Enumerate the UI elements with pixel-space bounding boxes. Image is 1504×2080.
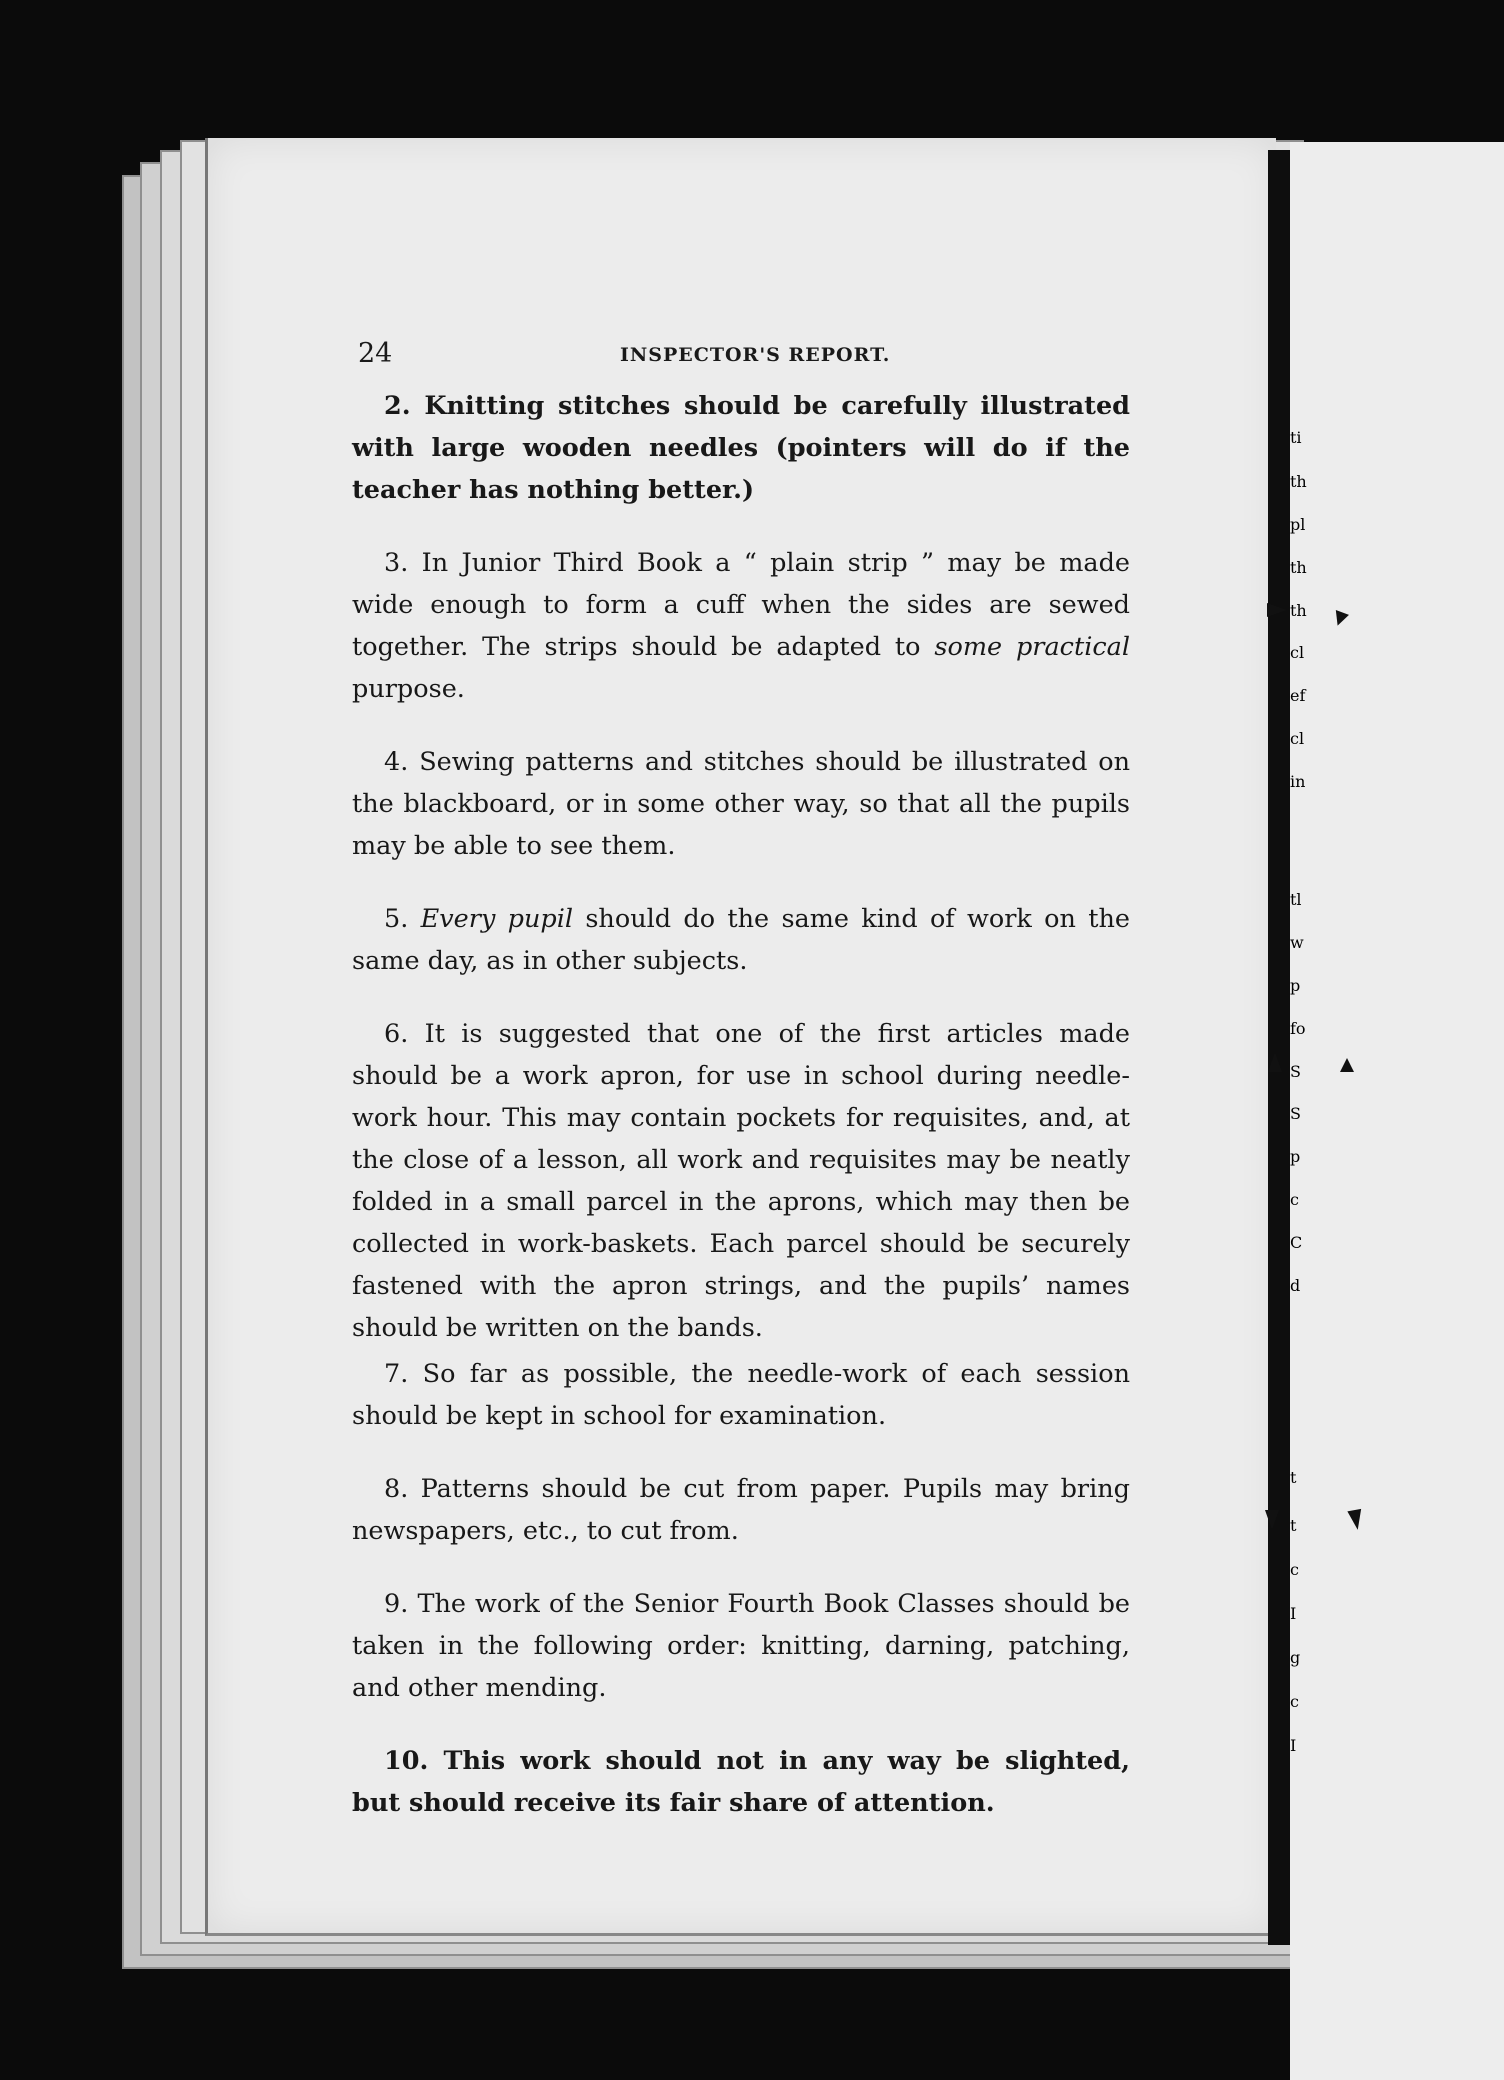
facing-fragment: I [1290, 1604, 1504, 2080]
emphasis: some practical [934, 632, 1130, 662]
facing-fragment: th [1290, 472, 1504, 2080]
book-gutter [1268, 150, 1290, 1945]
facing-fragment: S [1290, 1062, 1504, 2080]
paragraph-2 [352, 385, 1130, 511]
facing-fragment: c [1290, 1692, 1504, 2080]
facing-fragment: tl [1290, 890, 1504, 2080]
facing-fragment: t [1290, 1516, 1504, 2080]
paragraph-number: 9. [384, 1589, 409, 1619]
paragraph-6 [352, 1013, 1130, 1349]
facing-fragment: fo [1290, 1019, 1504, 2080]
facing-fragment: p [1290, 1147, 1504, 2080]
facing-fragment: t [1290, 1468, 1504, 2080]
paragraph-number: 8. [384, 1474, 409, 1504]
facing-fragment: pl [1290, 515, 1504, 2080]
facing-fragment: d [1290, 1276, 1504, 2080]
paragraph-number: 10. [384, 1746, 429, 1776]
facing-fragment: th [1290, 558, 1504, 2080]
paragraph-number: 3. [384, 548, 409, 578]
facing-fragment: w [1290, 933, 1504, 2080]
gutter-mark [1268, 1052, 1282, 1072]
paragraph-text: should do the same kind of work on the same day, as in other subjects. [352, 904, 1130, 976]
running-head [358, 338, 1128, 378]
paragraph-text: Knitting stitches should be carefully illustrated with large wooden needles (pointers will do if the teacher has nothing better.) [352, 391, 1130, 505]
facing-fragment: S [1290, 1104, 1504, 2080]
facing-fragment: I [1290, 1736, 1504, 2080]
paragraph-10 [352, 1740, 1130, 1824]
paragraph-number: 6. [384, 1019, 409, 1049]
paragraph-text: So far as possible, the needle-work of each session should be kept in school for examination. [352, 1359, 1130, 1431]
paragraph-number: 5. [384, 904, 409, 934]
facing-fragment: C [1290, 1233, 1504, 2080]
paragraph-text: In Junior Third Book a “ plain strip ” may be made wide enough to form a cuff when the sides are sewed together. The strips should be adapted to [352, 548, 1130, 662]
page-body [352, 385, 1130, 1824]
paragraph-text: Sewing patterns and stitches should be illustrated on the blackboard, or in some other way, so that all the pupils may be able to see them. [352, 747, 1131, 861]
facing-fragment: th [1290, 601, 1504, 2080]
paragraph-text: Patterns should be cut from paper. Pupils may bring newspapers, etc., to cut from. [352, 1474, 1130, 1546]
facing-fragment: cl [1290, 643, 1504, 2080]
facing-fragment: ef [1290, 686, 1504, 2080]
facing-fragment: c [1290, 1560, 1504, 2080]
running-title: INSPECTOR'S REPORT. [620, 344, 891, 366]
emphasis: Every pupil [420, 904, 574, 934]
paragraph-number: 4. [384, 747, 409, 777]
facing-fragment: g [1290, 1648, 1504, 2080]
facing-fragment: cl [1290, 729, 1504, 2080]
paragraph-text: The work of the Senior Fourth Book Classes should be taken in the following order: knitting, darning, patching, and other mending. [352, 1589, 1130, 1703]
paragraph-text: It is suggested that one of the first articles made should be a work apron, for use in school during needle-work hour. This may contain pockets for requisites, and, at the close of a lesson, all work and requisites may be neatly folded in a small parcel in the aprons, which may then be collected in work-baskets. Each parcel should be securely fastened with the apron strings, and the pupils’ names should be written on the bands. [352, 1019, 1130, 1343]
paragraph-4 [352, 741, 1130, 867]
gutter-mark [1267, 603, 1287, 617]
paragraph-number: 7. [384, 1359, 409, 1389]
facing-fragment: ti [1290, 428, 1504, 2080]
paragraph-3 [352, 542, 1130, 710]
paragraph-7 [352, 1353, 1130, 1437]
paragraph-text: This work should not in any way be slighted, but should receive its fair share of attention. [352, 1746, 1130, 1818]
facing-fragment: c [1290, 1190, 1504, 2080]
gutter-mark [1265, 1510, 1279, 1530]
facing-fragment: in [1290, 772, 1504, 2080]
page-number: 24 [358, 338, 393, 369]
paragraph-5 [352, 898, 1130, 982]
paragraph-9 [352, 1583, 1130, 1709]
paragraph-8 [352, 1468, 1130, 1552]
facing-fragment: p [1290, 976, 1504, 2080]
gutter-mark [1340, 1058, 1354, 1072]
paragraph-text: purpose. [352, 674, 465, 704]
paragraph-number: 2. [384, 391, 411, 421]
